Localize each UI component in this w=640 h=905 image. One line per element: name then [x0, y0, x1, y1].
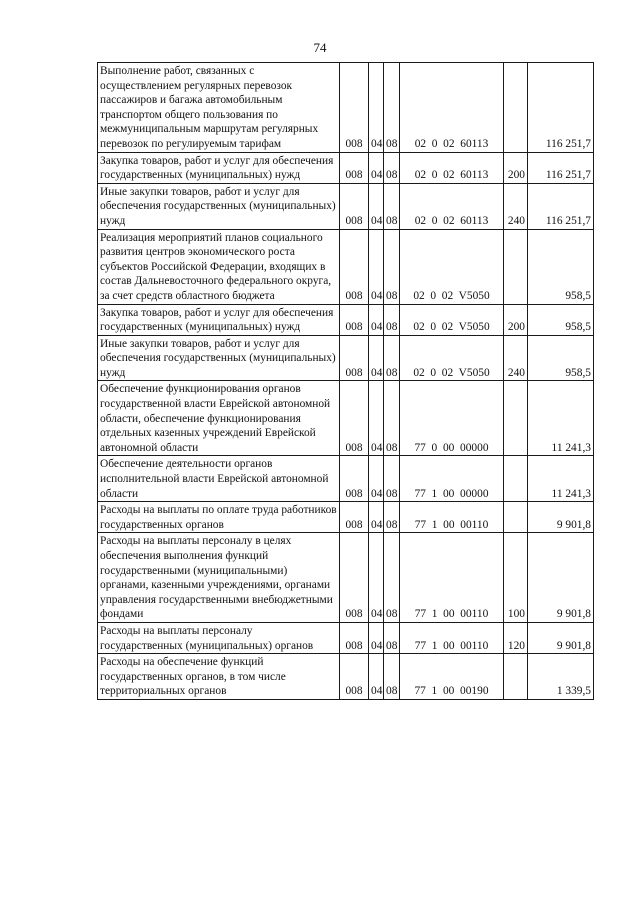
subsection-code: 08	[384, 63, 400, 153]
amount-value: 958,5	[528, 335, 594, 381]
target-article-code: 77 1 00 00110	[400, 533, 504, 623]
subsection-code: 08	[384, 152, 400, 183]
target-article-code: 02 0 02 60113	[400, 183, 504, 229]
subsection-code: 08	[384, 654, 400, 700]
row-description: Выполнение работ, связанных с осуществлением регулярных перевозок пассажиров и багажа автомобильным транспортом общего пользования по межмуниципальным маршрутам регулярных перевозок по регулируемым тарифам	[98, 63, 340, 153]
table-row	[98, 533, 594, 623]
expense-type-code: 200	[504, 304, 528, 335]
ministry-code: 008	[340, 183, 369, 229]
ministry-code: 008	[340, 502, 369, 533]
ministry-code: 008	[340, 152, 369, 183]
row-description: Реализация мероприятий планов социального развития центров экономического роста субъектов Российской Федерации, входящих в состав Дальневосточного федерального округа, за счет средств областного бюджета	[98, 229, 340, 304]
target-article-code: 02 0 02 60113	[400, 152, 504, 183]
table-row	[98, 183, 594, 229]
expense-type-code: 240	[504, 335, 528, 381]
amount-value: 958,5	[528, 304, 594, 335]
amount-value: 9 901,8	[528, 622, 594, 653]
target-article-code: 02 0 02 V5050	[400, 304, 504, 335]
target-article-code: 77 1 00 00110	[400, 502, 504, 533]
subsection-code: 08	[384, 229, 400, 304]
expense-type-code	[504, 502, 528, 533]
section-code: 04	[369, 335, 384, 381]
section-code: 04	[369, 229, 384, 304]
expense-type-code: 240	[504, 183, 528, 229]
ministry-code: 008	[340, 456, 369, 502]
expense-type-code	[504, 229, 528, 304]
row-description: Обеспечение функционирования органов государственной власти Еврейской автономной области, обеспечение функционирования отдельных казенных учреждений Еврейской автономной области	[98, 381, 340, 456]
subsection-code: 08	[384, 381, 400, 456]
amount-value: 958,5	[528, 229, 594, 304]
section-code: 04	[369, 456, 384, 502]
ministry-code: 008	[340, 533, 369, 623]
subsection-code: 08	[384, 622, 400, 653]
amount-value: 9 901,8	[528, 502, 594, 533]
subsection-code: 08	[384, 456, 400, 502]
table-row	[98, 456, 594, 502]
section-code: 04	[369, 502, 384, 533]
amount-value: 1 339,5	[528, 654, 594, 700]
section-code: 04	[369, 304, 384, 335]
budget-table-body	[98, 63, 594, 700]
amount-value: 11 241,3	[528, 456, 594, 502]
table-row	[98, 152, 594, 183]
target-article-code: 02 0 02 V5050	[400, 335, 504, 381]
target-article-code: 77 1 00 00190	[400, 654, 504, 700]
subsection-code: 08	[384, 533, 400, 623]
row-description: Иные закупки товаров, работ и услуг для обеспечения государственных (муниципальных) нужд	[98, 335, 340, 381]
amount-value: 11 241,3	[528, 381, 594, 456]
subsection-code: 08	[384, 304, 400, 335]
section-code: 04	[369, 654, 384, 700]
ministry-code: 008	[340, 63, 369, 153]
row-description: Иные закупки товаров, работ и услуг для обеспечения государственных (муниципальных) нужд	[98, 183, 340, 229]
row-description: Закупка товаров, работ и услуг для обеспечения государственных (муниципальных) нужд	[98, 304, 340, 335]
section-code: 04	[369, 381, 384, 456]
section-code: 04	[369, 533, 384, 623]
ministry-code: 008	[340, 335, 369, 381]
ministry-code: 008	[340, 654, 369, 700]
amount-value: 9 901,8	[528, 533, 594, 623]
subsection-code: 08	[384, 183, 400, 229]
amount-value: 116 251,7	[528, 183, 594, 229]
expense-type-code	[504, 456, 528, 502]
table-row	[98, 304, 594, 335]
amount-value: 116 251,7	[528, 63, 594, 153]
ministry-code: 008	[340, 304, 369, 335]
table-row	[98, 622, 594, 653]
table-row	[98, 654, 594, 700]
budget-table	[97, 62, 594, 700]
section-code: 04	[369, 183, 384, 229]
row-description: Расходы на выплаты персоналу в целях обеспечения выполнения функций государственными (муниципальными) органами, казенными учреждениями, органами управления государственными внебюджетными фондами	[98, 533, 340, 623]
target-article-code: 02 0 02 60113	[400, 63, 504, 153]
table-row	[98, 63, 594, 153]
amount-value: 116 251,7	[528, 152, 594, 183]
ministry-code: 008	[340, 381, 369, 456]
table-row	[98, 502, 594, 533]
table-row	[98, 335, 594, 381]
expense-type-code	[504, 654, 528, 700]
subsection-code: 08	[384, 502, 400, 533]
table-row	[98, 381, 594, 456]
section-code: 04	[369, 622, 384, 653]
row-description: Закупка товаров, работ и услуг для обеспечения государственных (муниципальных) нужд	[98, 152, 340, 183]
target-article-code: 77 0 00 00000	[400, 381, 504, 456]
page-number: 74	[313, 40, 327, 55]
target-article-code: 77 1 00 00110	[400, 622, 504, 653]
expense-type-code: 120	[504, 622, 528, 653]
expense-type-code: 100	[504, 533, 528, 623]
row-description: Расходы на выплаты по оплате труда работников государственных органов	[98, 502, 340, 533]
expense-type-code	[504, 381, 528, 456]
row-description: Расходы на выплаты персоналу государственных (муниципальных) органов	[98, 622, 340, 653]
ministry-code: 008	[340, 622, 369, 653]
expense-type-code	[504, 63, 528, 153]
target-article-code: 77 1 00 00000	[400, 456, 504, 502]
table-row	[98, 229, 594, 304]
target-article-code: 02 0 02 V5050	[400, 229, 504, 304]
subsection-code: 08	[384, 335, 400, 381]
section-code: 04	[369, 152, 384, 183]
expense-type-code: 200	[504, 152, 528, 183]
ministry-code: 008	[340, 229, 369, 304]
row-description: Расходы на обеспечение функций государственных органов, в том числе территориальных органов	[98, 654, 340, 700]
section-code: 04	[369, 63, 384, 153]
row-description: Обеспечение деятельности органов исполнительной власти Еврейской автономной области	[98, 456, 340, 502]
